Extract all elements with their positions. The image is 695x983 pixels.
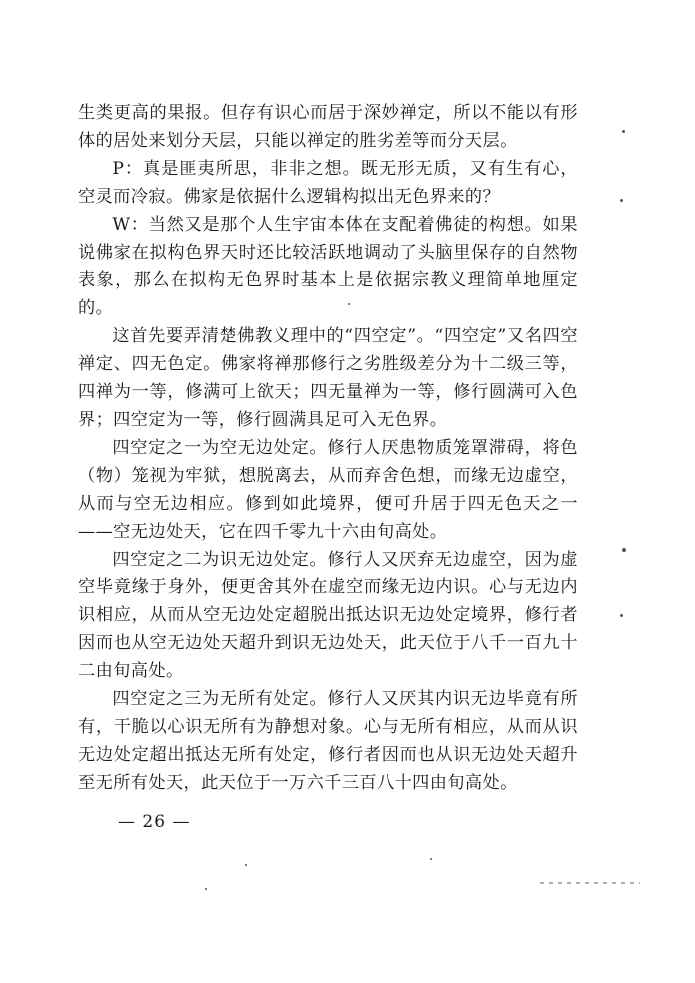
scan-speck xyxy=(622,548,626,552)
scan-speck xyxy=(620,614,623,617)
scan-speck xyxy=(245,864,247,866)
paragraph: W：当然又是那个人生宇宙本体在支配着佛徒的构想。如果说佛家在拟构色界天时还比较活跃地调动了头脑里保存的自然物表象，那么在拟构无色界时基本上是依据宗教义理简单地厘定的。 xyxy=(78,214,578,319)
scan-noise xyxy=(540,882,640,884)
scan-speck xyxy=(205,888,207,890)
scan-speck xyxy=(348,303,350,305)
scan-speck xyxy=(620,199,623,202)
paragraph: 四空定之二为识无边处定。修行人又厌弃无边虚空，因为虚空毕竟缘于身外，便更舍其外在虚空而缘无边内识。心与无边内识相应，从而从空无边处定超脱出抵达识无边处定境界，修行者因而也从空无边处天超升到识无边处天，此天位于八千一百九十二由旬高处。 xyxy=(78,549,578,682)
paragraph: 这首先要弄清楚佛教义理中的“四空定”。“四空定”又名四空禅定、四无色定。佛家将禅那修行之劣胜级差分为十二级三等，四禅为一等，修满可上欲天；四无量禅为一等，修行圆满可入色界；四空定为一等，修行圆满具足可入无色界。 xyxy=(78,326,578,430)
paragraph: P：真是匪夷所思，非非之想。既无形无质，又有生有心，空灵而冷寂。佛家是依据什么逻辑构拟出无色界来的？ xyxy=(78,158,578,207)
scan-speck xyxy=(622,130,625,133)
paragraph: 四空定之一为空无边处定。修行人厌患物质笼罩滞碍，将色（物）笼视为牢狱，想脱离去，从而弃舍色想，而缘无边虚空，从而与空无边相应。修到如此境界，便可升居于四无色天之一——空无边处天，它在四千零九十六由旬高处。 xyxy=(78,437,578,542)
paragraph: 四空定之三为无所有处定。修行人又厌其内识无边毕竟有所有，干脆以心识无所有为静想对象。心与无所有相应，从而从识无边处定超出抵达无所有处定，修行者因而也从识无边处天超升至无所有处天，此天位于一万六千三百八十四由旬高处。 xyxy=(78,689,578,793)
paragraph: 生类更高的果报。但存有识心而居于深妙禅定，所以不能以有形体的居处来划分天层，只能以禅定的胜劣差等而分天层。 xyxy=(78,103,578,151)
body-text xyxy=(78,100,578,798)
scan-speck xyxy=(430,858,432,860)
page-number: — 26 — xyxy=(118,812,191,832)
